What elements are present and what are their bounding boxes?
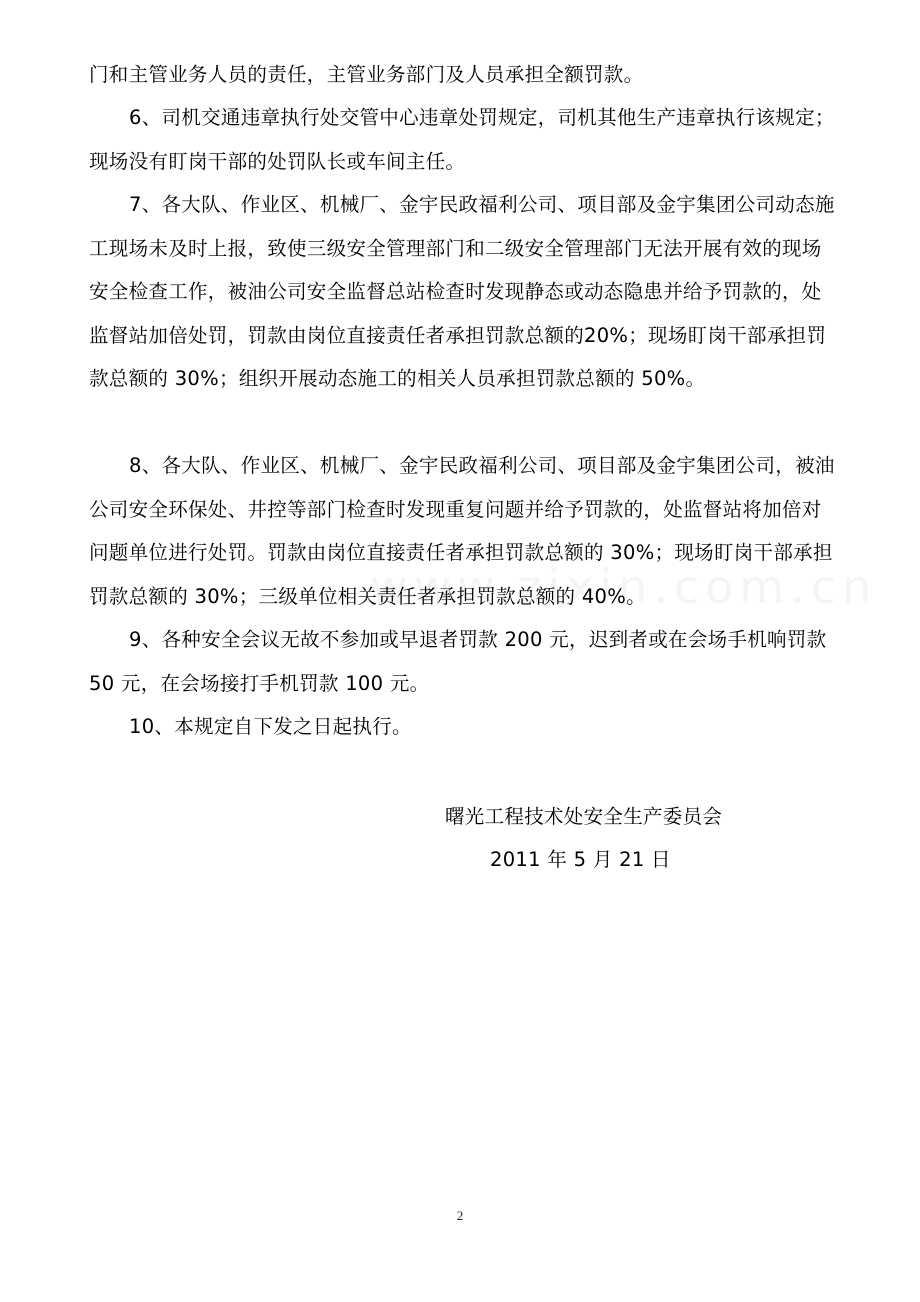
signature-committee: 曙光工程技术处安全生产委员会 bbox=[445, 805, 723, 828]
paragraph-item-10: 10、本规定自下发之日起执行。 bbox=[129, 715, 412, 738]
paragraph-item-7: 7、各大队、作业区、机械厂、金宇民政福利公司、项目部及金宇集团公司动态施工现场未及时上报，致使三级安全管理部门和二级安全管理部门无法开展有效的现场安全检查工作，被油公司安全监督总站检查时发现静态或动态隐患并给予罚款的，处监督站加倍处罚，罚款由岗位直接责任者承担罚款总额的20%；现场盯岗干部承担罚款总额的 30%；组织开展动态施工的相关人员承担罚款总额的 50%。 bbox=[89, 193, 835, 390]
paragraph-item-8: 8、各大队、作业区、机械厂、金宇民政福利公司、项目部及金宇集团公司，被油公司安全环保处、井控等部门检查时发现重复问题并给予罚款的，处监督站将加倍对问题单位进行处罚。罚款由岗位直接责任者承担罚款总额的 30%；现场盯岗干部承担罚款总额的 30%；三级单位相关责任者承担罚款总额的 40%。 bbox=[89, 454, 835, 608]
paragraph-item-9: 9、各种安全会议无故不参加或早退者罚款 200 元，迟到者或在会场手机响罚款 50 元，在会场接打手机罚款 100 元。 bbox=[89, 628, 827, 695]
signature-date: 2011 年 5 月 21 日 bbox=[490, 848, 671, 871]
page-number: 2 bbox=[456, 1208, 464, 1223]
paragraph-item-6: 6、司机交通违章执行处交管中心违章处罚规定，司机其他生产违章执行该规定；现场没有盯岗干部的处罚队长或车间主任。 bbox=[89, 106, 835, 173]
paragraph-continuation: 门和主管业务人员的责任，主管业务部门及人员承担全额罚款。 bbox=[89, 63, 644, 86]
